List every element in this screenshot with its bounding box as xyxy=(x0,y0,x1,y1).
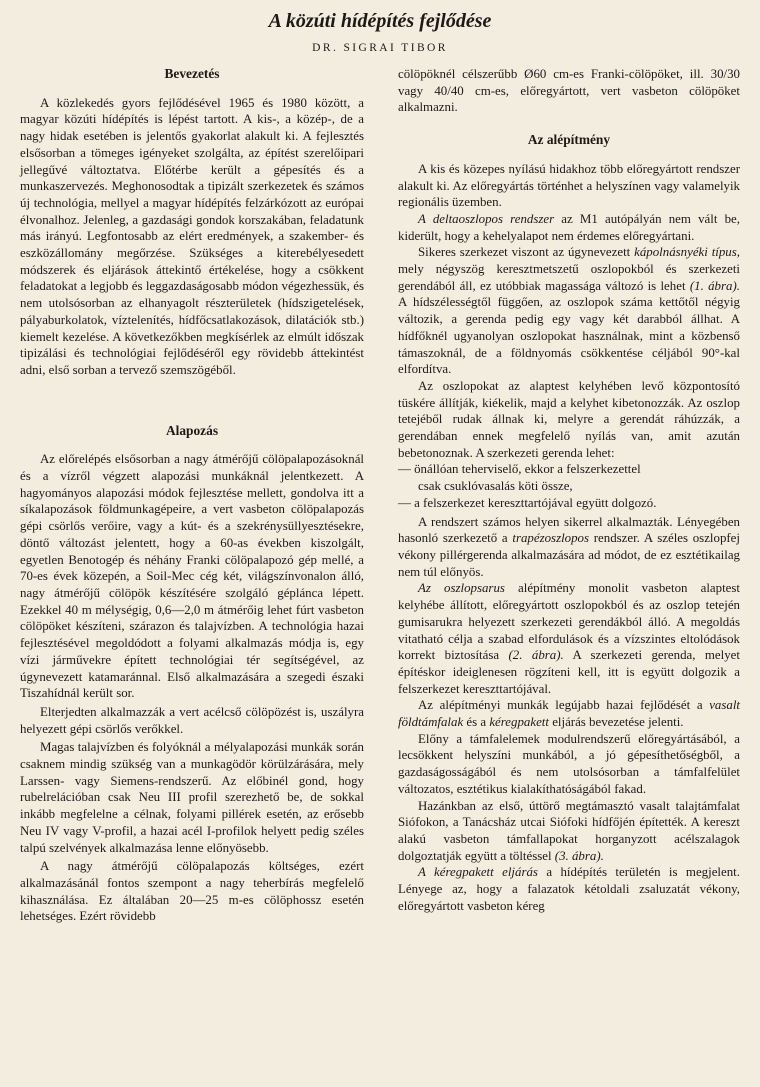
term-oszlopsarus: Az oszlopsarus xyxy=(418,581,505,596)
article-author: DR. SIGRAI TIBOR xyxy=(312,42,448,54)
heading-foundation: Alapozás xyxy=(165,422,219,438)
term-keregpakett: A kéregpakett eljárás xyxy=(418,865,538,880)
term-trapez: trapézoszlopos xyxy=(512,531,590,546)
substructure-paragraph-5: A rendszert számos helyen sikerrel alkalmazták. Lényegében hasonló szerkezető a trapézoszlopos rendszer. A széles oszlopfej vékony pillérgerenda alkalmazására ad módot, de ez esztétikailag nem túl előnyös. xyxy=(398,514,740,579)
figure-ref-2: (2. ábra). xyxy=(508,648,564,663)
figure-ref-3: (3. ábra). xyxy=(554,848,604,863)
substructure-paragraph-8: Előny a támfalelemek modulrendszerű előregyártásából, a lecsökkent helyszíni munkából, a jó gépesíthetőségből, a gazdaságosságából és nem utolsósorban a támfalfelület változatos, esztétikus kialakíthatóságából fakad. xyxy=(398,731,740,796)
figure-ref-1: (1. ábra). xyxy=(689,278,740,293)
intro-paragraph: A közlekedés gyors fejlődésével 1965 és 1980 között, a magyar közúti hídépítés is lépést tartott. A kis-, a közép-, de a nagy hidak esetében is jelentős gyakorlat alakult ki. A fejlesztés elsősorban a tömeges igényeket szolgálta, az építést szerelőipari jellegűvé változtatva. Előtérbe került a gépesítés és a munkaszervezés. Meghonosodtak a tipizált szerkezetek és számos új technológia, mellyel a magyar hídépítés felzárkózott az európai élvonalhoz. Jelenleg, a gazdasági gondok korszakában, feladatunk más irányú. Legfontosabb az elért eredmények, a szakember- és eszközállomány megőrzése. Szükséges a kiterebélyesedett módszerek és eljárások áttekintő értékelése, hogy a csökkent feladatokat a legjobb és leggazdaságosabb módon végezhessük, és nem utolsósorban az elhanyagolt részterületek (hídszigetelések, pályaburkolatok, víztelenítés, hídfőcsatlakozások, dilatációk stb.) kiemelt kezelése. A következőkben megkísérlek az elmúlt időszak tipizálási és technológiai fejlődéséről egy rövidebb áttekintést adni, első sorban a tervező szemszögéből. xyxy=(20,95,364,377)
term-kereg: kéregpakett xyxy=(489,715,549,730)
list-item: — önállóan teherviselő, ekkor a felszerkezettel csak csuklóvasalás köti össze, xyxy=(398,462,641,494)
foundation-paragraph-1: Az előrelépés elsősorban a nagy átmérőjű cölöpalapozásoknál és a vízről végzett alapozási munkáknál jelentkezett. A hagyományos alapozási módok fejlesztése mellett, gondolva itt a síkalapozások földmunkagépeire, a vert vasbeton cölöpalapozás gépi csörlős verőire, vagy a kút- és a szekrénysüllyesztésekre, döntő változást jelentett, hogy a 60-as években kiszolgált, egyetlen Benotogép és néhány Franki cölöpalapozó gép mellé, a 70-es évek közepén, a Soil-Mec cég két, világszínvonalon álló, nagy átmérőjű cölöpök készítésére szolgáló géplánca lépett. Ezekkel 40 m mélységig, 0,6—2,0 m átmérőig lehet fúrt vasbeton cölöpöket készíteni, szárazon és talajvízben. A technológia hazai fejlesztésével megoldódott a folyami alkalmazás módja is, egy vízi járművekre épített technológiai tér segítségével, az úgynevezett katamaránnal. Első alkalmazására a szegedi északi Tiszahídnál került sor. xyxy=(20,452,364,701)
term-vasalt: vasalt földtámfalak xyxy=(398,698,740,730)
substructure-paragraph-7: Az alépítményi munkák legújabb hazai fejlődését a vasalt földtámfalak és a kéregpakett eljárás bevezetése jelenti. xyxy=(398,698,740,730)
substructure-paragraph-1: A kis és közepes nyílású hidakhoz több előregyártott rendszer alakult ki. Az előregyártás történhet a helyszínen vagy valamelyik regionális üzemben. xyxy=(398,161,740,210)
substructure-paragraph-9: Hazánkban az első, úttörő megtámasztó vasalt talajtámfalat Siófokon, a Tanácsház utcai Siófoki hídfőjén építették. A kereszt alakú vasbeton támfallapokat horganyzott acélszalagok dolgoztatják együtt a töltéssel (3. ábra). xyxy=(398,798,740,863)
left-column xyxy=(20,64,364,925)
heading-introduction: Bevezetés xyxy=(164,66,220,81)
right-column xyxy=(398,66,740,914)
substructure-paragraph-4: Az oszlopokat az alaptest kelyhében levő központosító tüskére állítják, kiékelik, majd a kelyhet kibetonozzák. Az oszlop tetejéből rudak állnak ki, melyre a gerendát ráhúzzák, a gerendában ennek megfelelő nyílás van, amit azután bebetonoznak. A szerkezeti gerenda lehet: xyxy=(398,378,740,460)
term-delta: A deltaoszlopos rendszer xyxy=(418,211,555,226)
substructure-paragraph-6: Az oszlopsarus alépítmény monolit vasbeton alaptest kelyhébe állított, előregyártott oszlopokból és az oszlop tetején gumisarukra helyezett szerkezeti gerendákból álló. A megoldás vitatható célja a szabad elfordulások és a vízszintes eltolódások korrekt biztosítása (2. ábra). A szerkezeti gerenda, melyet építéskor ideiglenesen rögzíteni kell, itt is együtt dolgozik a felszerkezet kereszttartójával. xyxy=(398,581,740,696)
substructure-paragraph-10: A kéregpakett eljárás a hídépítés területén is megjelent. Lényege az, hogy a falazatok kétoldali zsaluzatát vékony, előregyártott vasbeton kéreg xyxy=(398,865,740,913)
article-title: A közúti hídépítés fejlődése xyxy=(268,10,492,32)
substructure-paragraph-2: A deltaoszlopos rendszer az M1 autópályán nem vált be, kiderült, hogy a kehelyalapot nem érdemes előregyártani. xyxy=(398,211,740,243)
foundation-paragraph-3: Magas talajvízben és folyóknál a mélyalapozási munkák során csaknem mindig szükség van a munkagödör körülzárására, mely Larssen- vagy Siemens-rendszerű. Az előbinél gond, hogy rubelrelációban csak Neu III profil szerezhető be, de sokkal inkább megfelelne a célnak, folyami pillérek esetén, az erősebb Neu IV vagy V-profil, a hazai acél I-profilok helyett pedig széles talpú szelvények alkalmazása lenne előnyösebb. xyxy=(20,740,364,855)
foundation-paragraph-2: Elterjedten alkalmazzák a vert acélcső cölöpözést is, uszályra helyezett gépi csörlős verőkkel. xyxy=(20,704,364,736)
substructure-paragraph-3: Sikeres szerkezet viszont az úgynevezett kápolnásnyéki típus, mely négyszög keresztmetszetű oszlopokból és szerkezeti gerendából áll, ez utóbbiak magassága változó is lehet (1. ábra). A hídszélességtől függően, az oszlopok száma kettőtől négyig változik, a gerenda pedig egy vagy két darabból állhat. A hídfőknél ugyanolyan oszlopokat használnak, mint a közbenső támaszoknál, de a földnyomás csökkentése céljából 90°-kal elfordítva. xyxy=(398,245,740,377)
heading-substructure: Az alépítmény xyxy=(527,132,611,148)
foundation-paragraph-4: A nagy átmérőjű cölöpalapozás költséges, ezért alkalmazásánál fontos szempont a nagy teherbírás megfelelő kihasználása. Ez általában 20—25 m-es cölöphossz esetén lehetséges. Ezért rövidebb xyxy=(20,859,364,924)
continued-paragraph: cölöpöknél célszerűbb Ø60 cm-es Franki-cölöpöket, ill. 30/30 vagy 40/40 cm-es, előregyártott, vert vasbeton cölöpöket alkalmazni. xyxy=(398,67,740,115)
list-item: — a felszerkezet kereszttartójával együtt dolgozó. xyxy=(398,495,657,510)
term-kapolnasnyeki: kápolnásnyéki típus, xyxy=(634,245,740,260)
